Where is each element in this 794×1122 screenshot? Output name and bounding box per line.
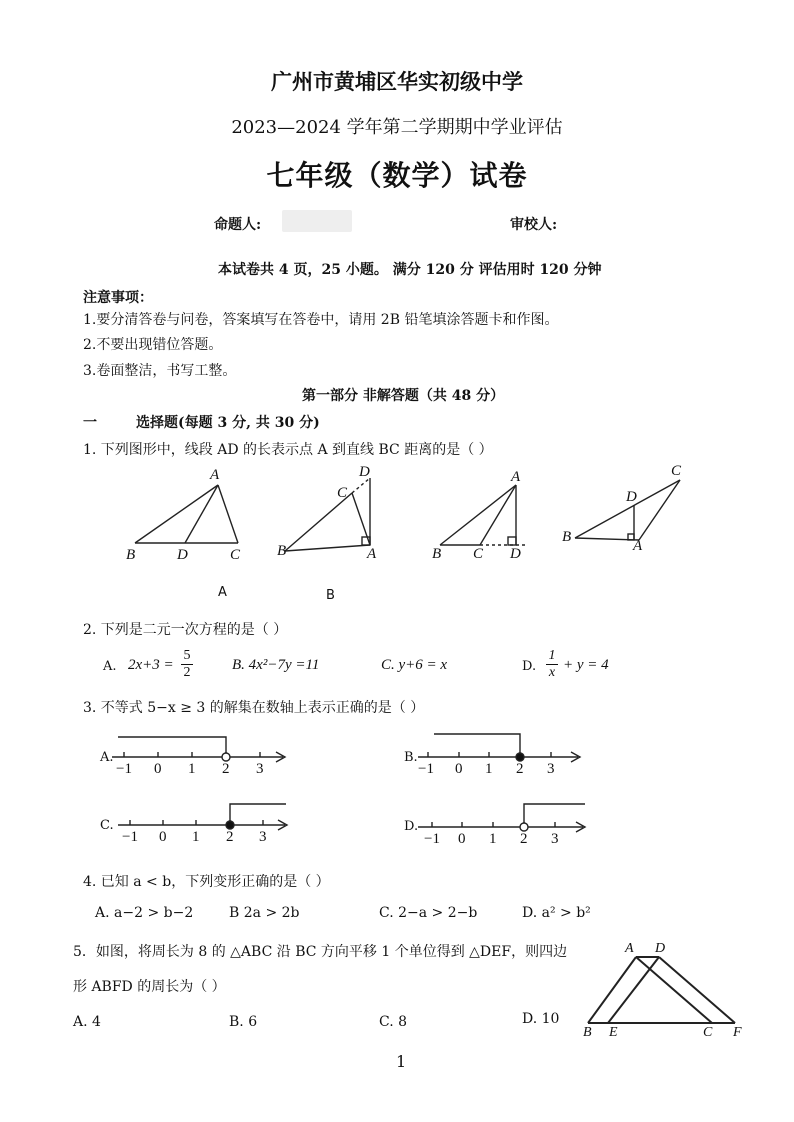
q3-a-tick-2: 0: [154, 761, 162, 777]
fig1-label-b: B: [126, 547, 136, 563]
q5-label-d: D: [655, 941, 666, 956]
q3-a-tick-4: 2: [222, 761, 230, 777]
fig3-label-c: C: [473, 546, 484, 562]
q3-option-b-letter: B.: [404, 750, 418, 765]
q3-d-tick-4: 2: [520, 831, 528, 847]
q2-d-numerator: 1: [548, 648, 556, 663]
q5-stem-line1: 5．如图，将周长为 8 的 △ABC 沿 BC 方向平移 1 个单位得到 △DEF，则四边: [73, 944, 568, 960]
fig1-label-d: D: [177, 547, 188, 563]
q3-option-c-letter: C.: [100, 818, 114, 833]
q3-d-tick-3: 1: [489, 831, 497, 847]
section-number: 一: [83, 415, 97, 431]
q4-option-a: A. a−2 > b−2: [95, 905, 194, 921]
q1-stem: 1. 下列图形中，线段 AD 的长表示点 A 到直线 BC 距离的是（ ）: [83, 442, 493, 458]
q5-option-b: B. 6: [229, 1014, 258, 1030]
q3-c-tick-3: 1: [192, 829, 200, 845]
q2-option-b: B. 4x²−7y =11: [232, 657, 320, 673]
q5-label-a: A: [625, 941, 634, 956]
q3-b-tick-2: 0: [455, 761, 463, 777]
q2-a-denominator: 2: [181, 664, 193, 681]
fig1-label-c: C: [230, 547, 241, 563]
fig3-label-b: B: [432, 546, 442, 562]
q5-label-e: E: [609, 1025, 618, 1040]
exam-info: 本试卷共 4 页，25 小题。 满分 120 分 评估用时 120 分钟: [218, 262, 602, 278]
exam-title: 七年级（数学）试卷: [266, 159, 528, 192]
q2-option-a-expr: 2x+3 =: [128, 657, 174, 673]
q3-a-tick-5: 3: [256, 761, 264, 777]
q3-option-a-letter: A.: [100, 750, 114, 765]
fig1-label-a: A: [210, 467, 220, 483]
q5-label-c: C: [703, 1025, 713, 1040]
fig2-label-c: C: [337, 485, 348, 501]
q3-a-tick-3: 1: [188, 761, 196, 777]
q4-stem: 4. 已知 a < b，下列变形正确的是（ ）: [83, 874, 330, 890]
fig4-label-b: B: [562, 529, 572, 545]
q5-stem-line2: 形 ABFD 的周长为（ ）: [73, 979, 226, 995]
q3-c-tick-5: 3: [259, 829, 267, 845]
q3-a-tick-1: −1: [116, 761, 132, 777]
q2-option-d-letter: D.: [522, 659, 537, 674]
q3-d-tick-2: 0: [458, 831, 466, 847]
setter-label: 命题人:: [214, 217, 262, 233]
q3-b-tick-1: −1: [418, 761, 434, 777]
q3-b-tick-5: 3: [547, 761, 555, 777]
q3-stem: 3. 不等式 5−x ≥ 3 的解集在数轴上表示正确的是（ ）: [83, 700, 425, 716]
fig3-label-d: D: [510, 546, 521, 562]
q5-option-c: C. 8: [379, 1014, 408, 1030]
q2-option-a-letter: A.: [103, 659, 117, 674]
note-item-2: 2.不要出现错位答题。: [83, 337, 223, 353]
q3-c-tick-4: 2: [226, 829, 234, 845]
fig2-label-b: B: [277, 543, 287, 559]
notes-heading: 注意事项：: [83, 290, 153, 306]
fig4-label-c: C: [671, 463, 682, 479]
q5-label-f: F: [733, 1025, 742, 1040]
q5-option-d: D. 10: [522, 1011, 560, 1027]
q2-option-d-rest: + y = 4: [563, 657, 609, 673]
q3-b-tick-3: 1: [485, 761, 493, 777]
q1-option-a-label: A: [218, 585, 227, 600]
q3-option-d-letter: D.: [404, 819, 419, 834]
q2-stem: 2. 下列是二元一次方程的是（ ）: [83, 622, 288, 638]
q2-option-c: C. y+6 = x: [381, 657, 448, 673]
section-title: 选择题(每题 3 分, 共 30 分): [136, 415, 320, 431]
q5-label-b: B: [583, 1025, 592, 1040]
q3-c-tick-1: −1: [122, 829, 138, 845]
q1-option-b-label: B: [326, 588, 335, 603]
page-number: 1: [396, 1052, 407, 1071]
q4-option-b: B 2a > 2b: [229, 905, 300, 921]
fig4-label-a: A: [633, 538, 643, 554]
note-item-1: 1.要分清答卷与问卷，答案填写在答卷中，请用 2B 铅笔填涂答题卡和作图。: [83, 312, 559, 328]
q3-d-tick-5: 3: [551, 831, 559, 847]
q5-option-a: A. 4: [73, 1014, 101, 1030]
q4-option-c: C. 2−a > 2−b: [379, 905, 478, 921]
q2-a-numerator: 5: [183, 648, 191, 663]
q3-c-tick-2: 0: [159, 829, 167, 845]
school-name: 广州市黄埔区华实初级中学: [271, 69, 523, 94]
fig3-label-a: A: [511, 469, 521, 485]
fig2-label-a: A: [367, 546, 377, 562]
q2-d-denominator: x: [546, 664, 558, 681]
q4-option-d: D. a² > b²: [522, 905, 591, 921]
term-title: 2023—2024 学年第二学期期中学业评估: [231, 117, 563, 138]
fig2-label-d: D: [359, 464, 370, 480]
reviewer-label: 审校人:: [510, 217, 558, 233]
note-item-3: 3.卷面整洁，书写工整。: [83, 363, 237, 379]
q3-b-tick-4: 2: [516, 761, 524, 777]
q3-d-tick-1: −1: [424, 831, 440, 847]
fig4-label-d: D: [626, 489, 637, 505]
part1-heading: 第一部分 非解答题（共 48 分）: [302, 388, 505, 404]
